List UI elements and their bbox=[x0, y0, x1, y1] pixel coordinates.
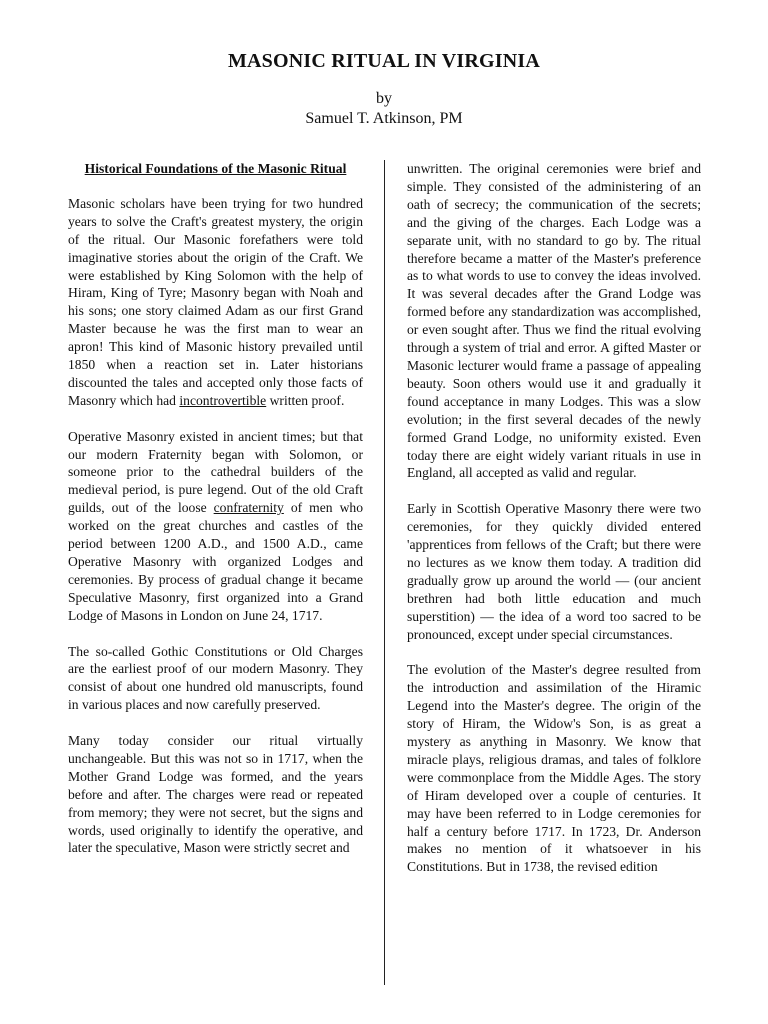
paragraph-2-text-a: Operative Masonry existed in ancient times; but that our modern Fraternity began with Solomon, or someone prior to the cathedral builders of the medieval period, is pure legend. Out of the old Craft guilds, out of the loose bbox=[68, 428, 363, 516]
underlined-word-confraternity: confraternity bbox=[213, 500, 284, 516]
column-divider bbox=[384, 160, 385, 985]
paragraph-1-text-a: Masonic scholars have been trying for two hundred years to solve the Craft's greatest mystery, the origin of the ritual. Our Masonic forefathers were told imaginative stories about the origin of the Craft. We were established by King Solomon with the help of Hiram, King of Tyre; Masonry began with Noah and his sons; one story claimed Adam as our first Grand Master because he was the first man to wear an apron! This kind of Masonic history prevailed until 1850 when a reaction set in. Later historians discounted the tales and accepted only those facts of Masonry which had bbox=[68, 195, 363, 408]
paragraph-2 bbox=[68, 428, 363, 625]
byline: by bbox=[376, 90, 392, 107]
paragraph-3: The so-called Gothic Constitutions or Old Charges are the earliest proof of our modern Masonry. They consist of about one hundred old manuscripts, found in various places and now carefully preserved. bbox=[68, 643, 363, 713]
author-name: Samuel T. Atkinson, PM bbox=[305, 110, 463, 127]
paragraph-1 bbox=[68, 195, 363, 410]
underlined-word-incontrovertible: incontrovertible bbox=[179, 392, 267, 408]
paragraph-5: unwritten. The original ceremonies were brief and simple. They consisted of the administering of an oath of secrecy; the communication of the secrets; and the giving of the charges. Each Lodge was a separate unit, with no standard to go by. The ritual therefore became a matter of the Master's preference as to what words to use to convey the ideas involved. It was several decades after the Grand Lodge was formed before any standardization was accomplished, or even sought after. Thus we find the ritual evolving through a system of trial and error. A gifted Master or Masonic lecturer would frame a passage of appealing beauty. Soon others would use it and gradually it found acceptance in many Lodges. This was a slow evolution; in the first several decades of the newly formed Grand Lodge, no uniformity existed. Even today there are eight widely variant rituals in use in England, all accepted as valid and regular. bbox=[407, 161, 701, 481]
paragraph-7: The evolution of the Master's degree resulted from the introduction and assimilation of the Hiramic Legend into the Master's degree. The origin of the story of Hiram, the Widow's Son, is as great a mystery as anything in Masonry. We know that miracle plays, religious dramas, and tales of folklore were commonplace from the Middle Ages. The story of Hiram developed over a couple of centuries. It may have been referred to in Lodge ceremonies for half a century before 1717. In 1723, Dr. Anderson makes no mention of it whatsoever in his Constitutions. But in 1738, the revised edition bbox=[407, 662, 701, 875]
section-heading: Historical Foundations of the Masonic Ritual bbox=[84, 161, 347, 176]
left-column bbox=[68, 160, 363, 875]
document-title: MASONIC RITUAL IN VIRGINIA bbox=[227, 50, 541, 72]
paragraph-2-text-b: of men who worked on the great churches and castles of the period between 1200 A.D., and 1500 A.D., came Operative Masonry with organized Lodges and ceremonies. By process of gradual change it became Speculative Masonry, first organized into a Grand Lodge of Masons in London on June 24, 1717. bbox=[68, 500, 363, 623]
paragraph-6: Early in Scottish Operative Masonry there were two ceremonies, for they quickly divided entered 'apprentices from fellows of the Craft; but there were no lectures as we know them today. A tradition did gradually grow up around the world — (our ancient brethren had both little education and much superstition) — the idea of a word too sacred to be pronounced, except under special circumstances. bbox=[407, 501, 701, 642]
paragraph-4: Many today consider our ritual virtually unchangeable. But this was not so in 1717, when the Mother Grand Lodge was formed, and the years before and after. The charges were read or repeated from memory; they were not secret, but the signs and words, used originally to identify the operative, and later the speculative, Mason were strictly secret and bbox=[68, 733, 363, 856]
right-column bbox=[407, 160, 701, 894]
paragraph-1-text-b: written proof. bbox=[266, 392, 345, 408]
